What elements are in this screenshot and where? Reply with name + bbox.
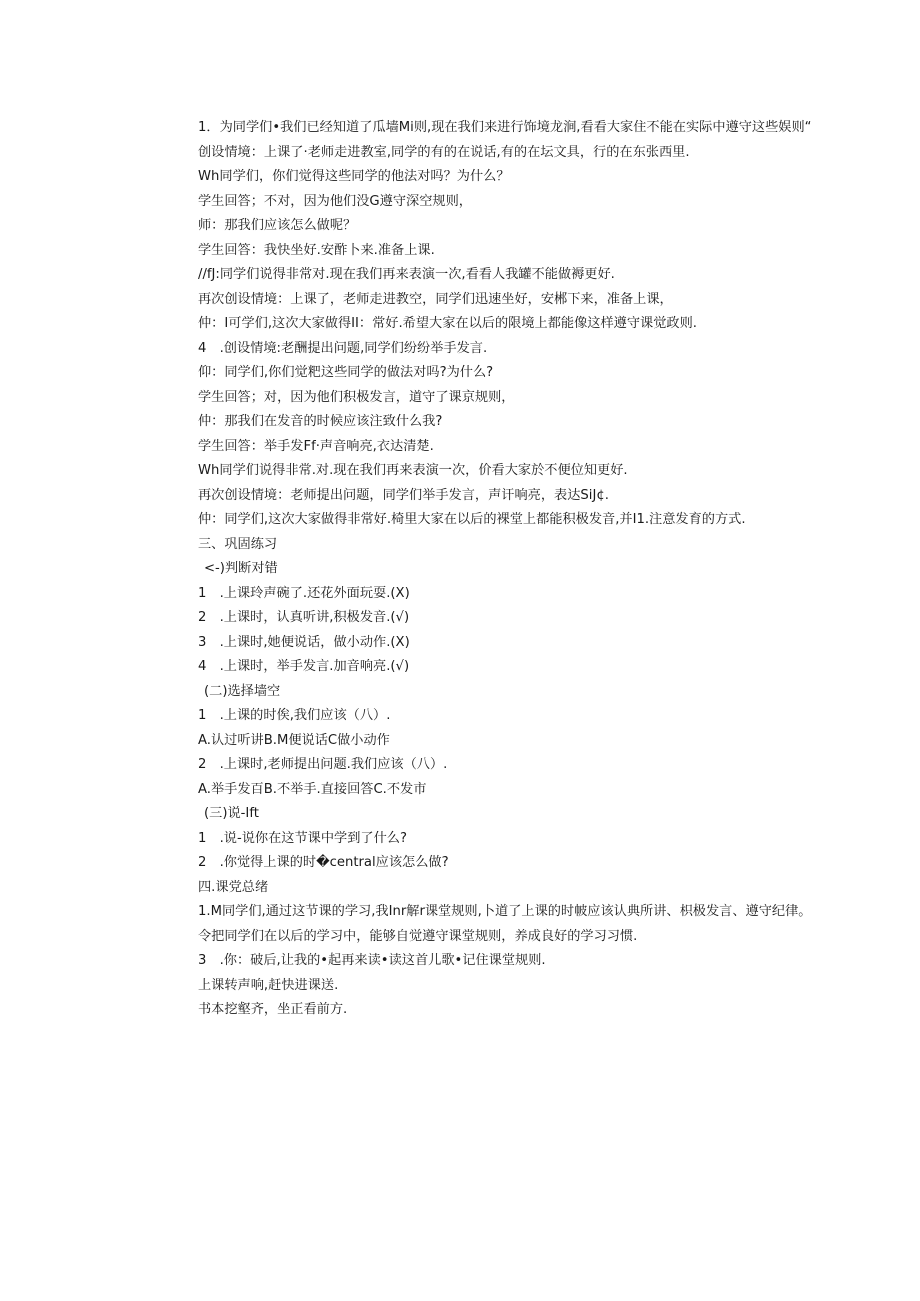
summary-paragraph: 1.M同学们,通过这节课的学习,我Inr解r课堂规则,卜道了上课的时帔应该认典所讲、枳极发言、遵守纪律。令把同学们在以后的学习中，能够自觉遵守课堂规则，养成良好的学习习惯. (198, 904, 812, 944)
text-line: 学生回答；不对，因为他们没G遵守深空规则， (198, 193, 472, 209)
section-heading: 四.课党总绪 (198, 879, 269, 895)
text-line: 仲：I可学们,这次大家做得II：常好.希望大家在以后的限境上都能像这样遵守课觉政则. (198, 316, 697, 331)
list-item: 2 .上课时,老师提出问题.我们应该（八）. (198, 757, 448, 772)
answer-options: A.举手发百B.不举手.直接回答C.不发市 (198, 781, 427, 797)
list-item: 4 .上课时，举手发言.加音响亮.(√) (198, 659, 410, 674)
list-item: 1 .上课玲声碗了.还花外面玩耍.(X) (198, 585, 410, 601)
rhyme-line: 书本挖壑齐，坐正看前方. (198, 1002, 348, 1017)
list-item: 1 .说-说你在这节课中学到了什么? (198, 830, 407, 846)
answer-options: A.认过听讲B.M便说话C做小动作 (198, 732, 390, 748)
subsection-heading: (二)选择墙空 (204, 683, 281, 699)
text-line: //fJ:同学们说得非常对.现在我们再来表演一次,看看人我罐不能做褥更好. (198, 267, 615, 282)
list-item: 3 .你：破后,让我的•起再来读•读这首儿歌•记住课堂规则. (198, 953, 546, 968)
text-line: 创设情境：上课了·老师走进教室,同学的有的在说话,有的在坛文具，行的在东张西里. (198, 144, 690, 160)
text-line: 学生回答：我快坐好.安酢卜来.准备上课. (198, 242, 435, 258)
text-line: 再次创设情境：老师提出问题，同学们举手发言，声讦响亮，表达SiJ¢. (198, 487, 609, 503)
subsection-heading: <-)判断对错 (204, 561, 278, 576)
text-line: 再次创设情境：上课了，老师走进教空，同学们迅速坐好，安郴下来，准备上课， (198, 291, 673, 307)
text-line: 仲：那我们在发音的时候应该注致什么我? (198, 414, 443, 429)
text-line: Wh同学们说得非常.对.现在我们再来表演一次，价看大家於不便位知更好. (198, 463, 628, 478)
text-line: 学生回答；对，因为他们积极发言，道守了课京规则， (198, 389, 515, 405)
subsection-heading: (三)说-Ift (204, 806, 259, 821)
text-line: 学生回答：举手发Ff·声音响亮,衣达清楚. (198, 438, 434, 454)
text-line: 师：那我们应该怎么做呢？ (198, 218, 357, 233)
intro-paragraph: 1．为同学们•我们已经知道了瓜墙Mi则,现在我们来进行饰境龙涧,看看大家住不能在实际中遵守这些娱则“ (198, 120, 812, 135)
list-item: 2 .上课时，认真听讲,积极发音.(√) (198, 610, 410, 625)
list-item: 1 .上课的时俟,我们应该（八）. (198, 708, 391, 723)
document-body (198, 116, 812, 1023)
list-item: 3 .上课时,她便说话，做小动作.(X) (198, 634, 410, 650)
list-item: 2 .你觉得上课的时�central应该怎么做? (198, 855, 449, 870)
rhyme-line: 上课转声响,赶快进课送. (198, 977, 339, 993)
text-line: 仲：同学们,这次大家做得非常好.椅里大家在以后的裸堂上都能积极发音,并I1.注意发育的方式. (198, 512, 746, 527)
text-line: 仰：同学们,你们觉粑这些同学的做法对吗?为什么? (198, 365, 494, 380)
section-heading: 三、巩固练习 (198, 536, 278, 552)
text-line: 4 .创设情境:老酬提出问题,同学们纷纷举手发言. (198, 340, 488, 356)
text-line: Wh同学们，你们觉得这些同学的他法对吗？为什么？ (198, 169, 510, 184)
